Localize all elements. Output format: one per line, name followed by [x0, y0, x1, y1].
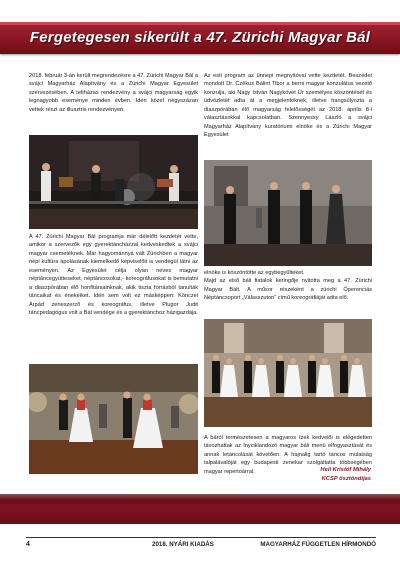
footer-decorative-bar: [0, 494, 400, 524]
intro-paragraph: 2018. február 3-án került megrendezésre a 47. Zürichi Magyar Bál a svájci Magyarház Alapítvány és a Zürichi Magyar Egyesület szervezésében. A teltházas rendezvény a svájci magyarság egyik legnagyobb eseménye minden évben. Idén közel négyszázan vettek részt az illusztris rendezvényen.: [29, 73, 198, 113]
edition-label: 2018. NYÁRI KIADÁS: [152, 541, 214, 548]
author-name: Heil Kristóf Mihály: [320, 467, 371, 473]
speakers-photo: [204, 160, 372, 266]
article-title: Fergetegesen sikerült a 47. Zürichi Magyar Bál: [29, 29, 371, 46]
author-signature: [320, 466, 371, 484]
dinner-paragraph: A báról természetesen a magyaros ízek kedvelői is elégedetten távozhattak az Ínyciklandozó magyar báli menü elfogyasztását és annak letáncolását követően. A hajnalig tartó táncos mulatság talpalávalóját egy budapesti zenekar szolgáltatta többségében magyar repertoárral.: [204, 435, 372, 475]
page-number: 4: [26, 541, 30, 548]
right-column-middle: [204, 269, 372, 303]
welcome-continuation: elnöke is köszöntötte az egybegyűlteket.: [204, 270, 305, 276]
magazine-name: MAGYARHÁZ FÜGGETLEN HÍRMONDÓ: [260, 541, 376, 548]
title-banner: [0, 22, 400, 54]
evening-program-paragraph: Az esti program az ünnepi megnyitóval vette kezdetét. Beszédet mondott Dr. Czékus Bálint Tibor a berni magyar konzulátus vezető konzulja, aki Nagy István Nagykövet Úr személyes köszöntését és üdvözletét adta át a megjelenteknek, illetve hangsúlyozta a diaszpórában élő magyarság felelősségét az 2018. április 8-i választásokkal kapcsolatban. Szennyessy László a svájci Magyarház Alapítvány kuratóriumi elnöke és a Zürichi Magyar Egyesület: [204, 73, 372, 139]
left-column-middle: [29, 233, 198, 318]
left-column-top: [29, 72, 198, 114]
folk-dance-photo: [29, 364, 198, 474]
debutante-photo: [204, 319, 372, 427]
right-column-top: [204, 72, 372, 140]
opening-dance-paragraph: Majd az első báli fiatalok keringője nyitotta meg a 47. Zürichi Magyar Bált. A műsor részeként a zürichi Óperenciás Néptáncsoport „Válasszuton” című koreográfiáját adta elő.: [204, 278, 372, 302]
program-paragraph: A 47. Zürichi Magyar Bál programja már délelőtt kezdetét vette, amikor a szervezők egy gyerektáncházzal kedveskedtek a svájci magyar csemetéknek. Már hagyománnyá vált Zürichben a magyar népi kultúra ápolásának kiemelkedő képviselőit is vendégül látni az eseményen. Az Egyesület célja olyan neves magyar néptáncegyütteseket, néptáncosokat,- koreográfusokat is bemutatni a diaszpórában élő honfitársainknak, akik tiszta forrásból tanulták táncaikat és énekeiket. Idén sem volt ez másképpen: Könczei Árpád zeneszerző és koreográfus, illetve Plugor Judit táncpedagógus volt a Bál vendége és a gyerektánchoz házigazdája.: [29, 234, 198, 317]
band-photo: [29, 135, 198, 229]
author-affiliation: KCSP ösztöndíjas: [321, 475, 371, 482]
footer-divider: [26, 537, 376, 538]
